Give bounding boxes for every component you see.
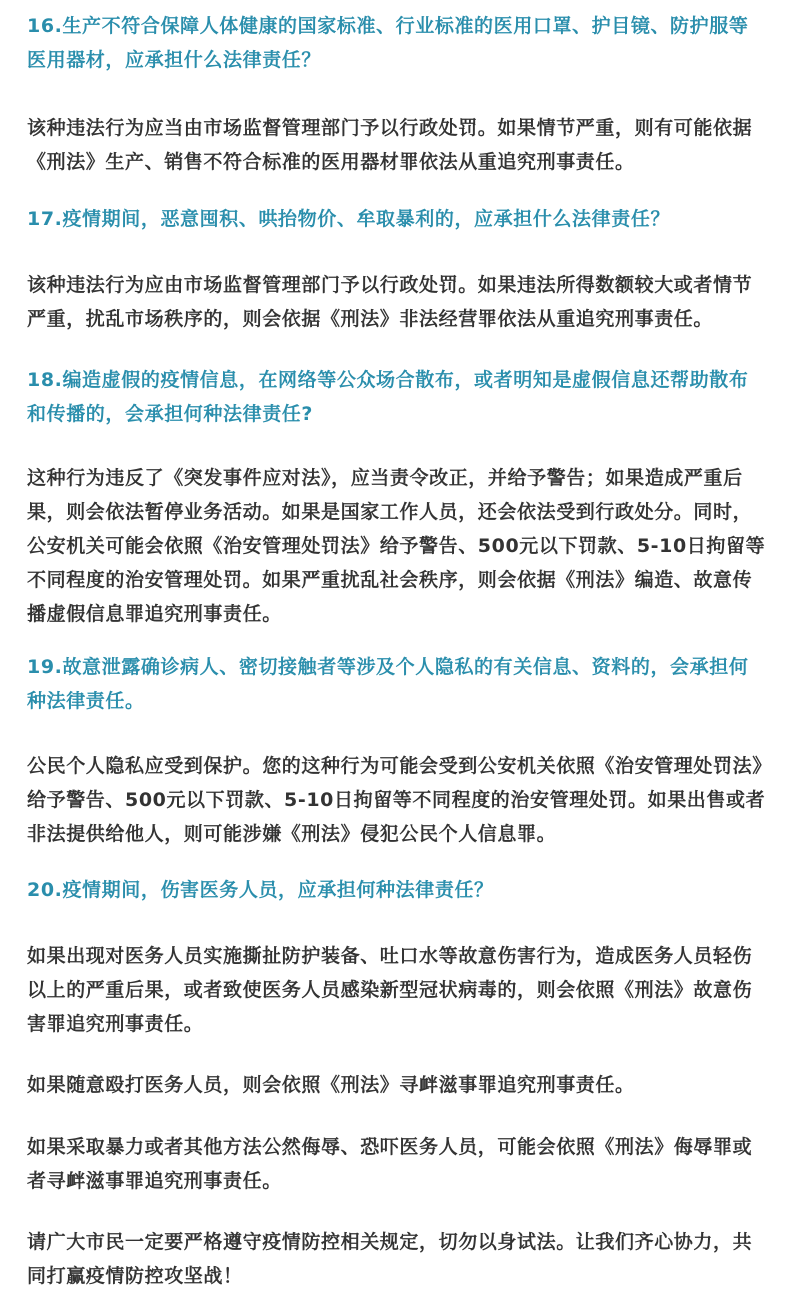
answer-18: 这种行为违反了《突发事件应对法》，应当责令改正，并给予警告；如果造成严重后果，则会依法暂停业务活动。如果是国家工作人员，还会依法受到行政处分。同时，公安机关可能会依照《治安管理处罚法》给予警告、500元以下罚款、5-10日拘留等不同程度的治安管理处罚。如果严重扰乱社会秩序，则会依据《刑法》编造、故意传播虚假信息罪追究刑事责任。 (27, 467, 766, 625)
question-18: 18.编造虚假的疫情信息，在网络等公众场合散布，或者明知是虚假信息还帮助散布和传播的，会承担何种法律责任? (27, 369, 749, 425)
answer-19: 公民个人隐私应受到保护。您的这种行为可能会受到公安机关依照《治安管理处罚法》给予警告、500元以下罚款、5-10日拘留等不同程度的治安管理处罚。如果出售或者非法提供给他人，则可能涉嫌《刑法》侵犯公民个人信息罪。 (27, 755, 766, 845)
answer-20-beating: 如果随意殴打医务人员，则会依照《刑法》寻衅滋事罪追究刑事责任。 (27, 1074, 635, 1096)
answer-16: 该种违法行为应当由市场监督管理部门予以行政处罚。如果情节严重，则有可能依据《刑法》生产、销售不符合标准的医用器材罪依法从重追究刑事责任。 (27, 117, 753, 173)
answer-20-insulting: 如果采取暴力或者其他方法公然侮辱、恐吓医务人员，可能会依照《刑法》侮辱罪或者寻衅滋事罪追究刑事责任。 (27, 1136, 753, 1192)
answer-17: 该种违法行为应由市场监督管理部门予以行政处罚。如果违法所得数额较大或者情节严重，扰乱市场秩序的，则会依据《刑法》非法经营罪依法从重追究刑事责任。 (27, 274, 753, 330)
question-19: 19.故意泄露确诊病人、密切接触者等涉及个人隐私的有关信息、资料的，会承担何种法律责任。 (27, 656, 749, 712)
question-20: 20.疫情期间，伤害医务人员，应承担何种法律责任？ (27, 879, 494, 901)
answer-20: 如果出现对医务人员实施撕扯防护装备、吐口水等故意伤害行为，造成医务人员轻伤以上的严重后果，或者致使医务人员感染新型冠状病毒的，则会依照《刑法》故意伤害罪追究刑事责任。 (27, 945, 753, 1035)
question-16: 16.生产不符合保障人体健康的国家标准、行业标准的医用口罩、护目镜、防护服等医用器材，应承担什么法律责任？ (27, 15, 749, 71)
closing-appeal: 请广大市民一定要严格遵守疫情防控相关规定，切勿以身试法。让我们齐心协力，共同打赢疫情防控攻坚战！ (27, 1231, 753, 1287)
question-17: 17.疫情期间，恶意囤积、哄抬物价、牟取暴利的，应承担什么法律责任？ (27, 208, 671, 230)
